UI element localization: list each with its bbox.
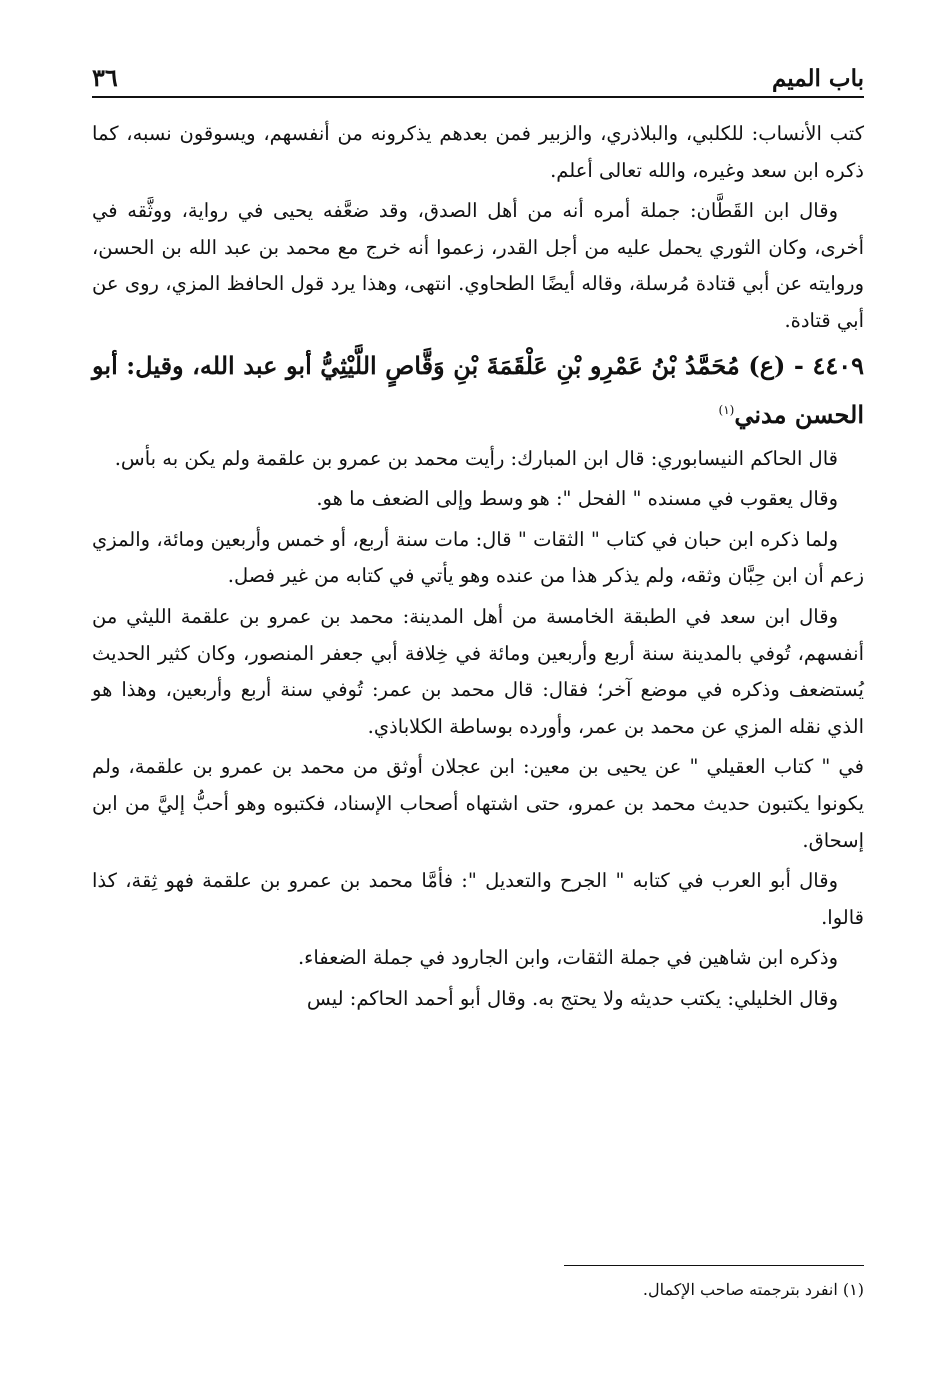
paragraph: كتب الأنساب: للكلبي، والبلاذري، والزبير فمن بعدهم يذكرونه من أنفسهم، ويسوقون نسبه، كما ذكره ابن سعد وغيره، والله تعالى أعلم. — [92, 122, 864, 182]
paragraph: وقال أبو العرب في كتابه " الجرح والتعديل ": فأمَّا محمد بن عمرو بن علقمة فهو ثِقة، كذا قالوا. — [92, 869, 864, 929]
entry-heading — [92, 344, 864, 437]
paragraph: وقال ابن سعد في الطبقة الخامسة من أهل المدينة: محمد بن عمرو بن علقمة الليثي من أنفسهم، تُوفي بالمدينة سنة أربع وأربعين ومائة في خِلافة أبي جعفر المنصور، وكان كثير الحديث يُستضعف وذكره في موضع آخر؛ فقال: قال محمد بن عمر: تُوفي سنة أربع وأربعين، وهذا هو الذي نقله المزي عن محمد بن عمر، وأورده بوساطة الكلاباذي. — [92, 604, 864, 738]
footnote: (١) انفرد بترجمته صاحب الإكمال. — [642, 1280, 864, 1299]
body-text — [92, 116, 864, 1017]
running-header — [92, 52, 864, 98]
page-number: ٣٦ — [92, 63, 118, 92]
paragraph: وقال الخليلي: يكتب حديثه ولا يحتج به. وقال أبو أحمد الحاكم: ليس — [306, 986, 838, 1010]
chapter-title: باب الميم — [771, 65, 864, 92]
paragraph: وقال يعقوب في مسنده " الفحل ": هو وسط وإلى الضعف ما هو. — [316, 487, 838, 511]
entry-title: ٤٤٠٩ - (ع) مُحَمَّدُ بْنُ عَمْرِو بْنِ عَلْقَمَةَ بْنِ وَقَّاصٍ اللَّيْثِيُّ أبو عبد الله، وقيل: أبو الحسن مدني — [92, 350, 864, 429]
paragraph: وقال ابن القَطَّان: جملة أمره أنه من أهل الصدق، وقد ضعَّفه يحيى في رواية، ووثَّقه في أخرى، وكان الثوري يحمل عليه من أجل القدر، زعموا أنه خرج مع محمد بن عبد الله بن الحسن، وروايته عن أبي قتادة مُرسلة، وقاله أيضًا الطحاوي. انتهى، وهذا يرد قول الحافظ المزي، روى عن أبي قتادة. — [92, 199, 864, 332]
paragraph: قال الحاكم النيسابوري: قال ابن المبارك: رأيت محمد بن عمرو بن علقمة ولم يكن به بأس. — [114, 446, 838, 470]
book-page — [92, 52, 864, 1352]
paragraph: ولما ذكره ابن حبان في كتاب " الثقات " قال: مات سنة أربع، أو خمس وأربعين ومائة، والمزي زعم أن ابن حِبَّان وثقه، ولم يذكر هذا من عنده وهو يأتي في كتابه من غير فصل. — [92, 527, 864, 588]
paragraph: وذكره ابن شاهين في جملة الثقات، وابن الجارود في جملة الضعفاء. — [297, 946, 838, 970]
paragraph: في " كتاب العقيلي " عن يحيى بن معين: ابن عجلان أوثق من محمد بن عمرو بن علقمة، ولم يكونوا يكتبون حديث محمد بن عمرو، حتى اشتهاه أصحاب الإسناد، فكتبوه وهو أحبُّ إليَّ من ابن إسحاق. — [92, 755, 864, 852]
footnote-divider — [564, 1265, 864, 1266]
footnote-marker: (١) — [718, 402, 735, 417]
